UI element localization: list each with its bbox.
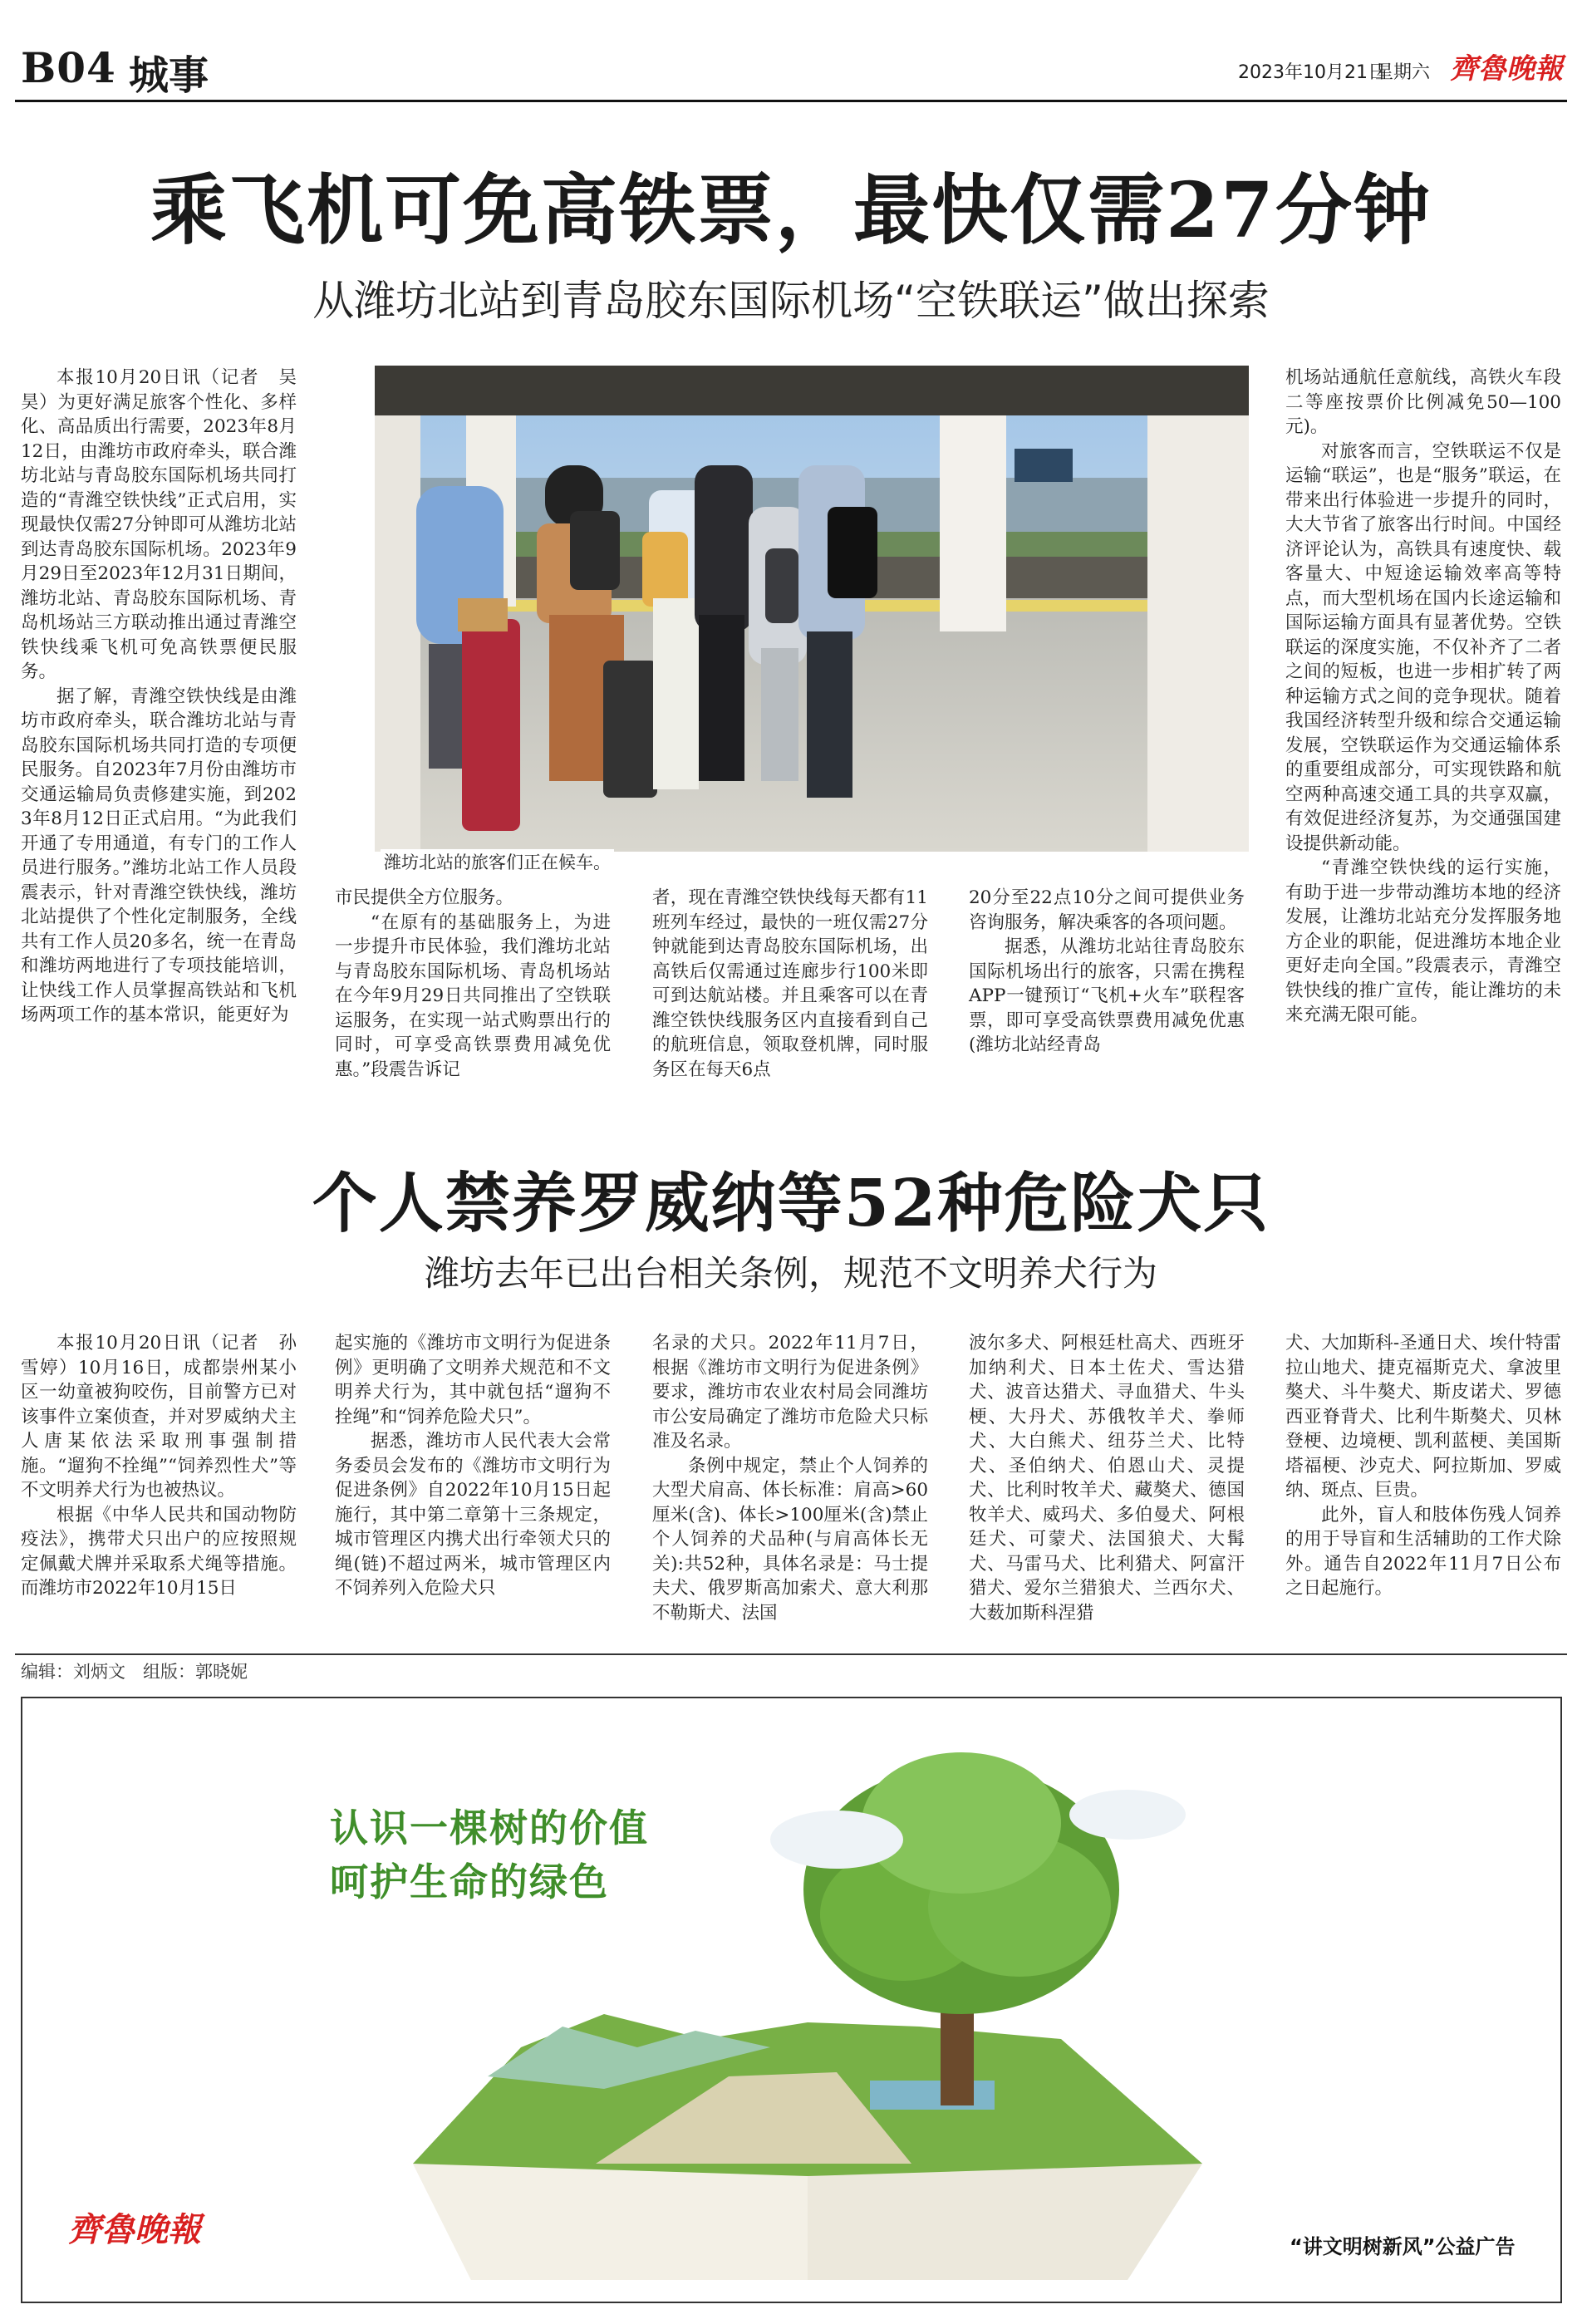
paragraph: 波尔多犬、阿根廷杜高犬、西班牙加纳利犬、日本土佐犬、雪达猎犬、波音达猎犬、寻血猎犬、牛头梗、大丹犬、苏俄牧羊犬、拳师犬、大白熊犬、纽芬兰犬、比特犬、圣伯纳犬、伯恩山犬、灵提犬、比利时牧羊犬、藏獒犬、德国牧羊犬、威玛犬、多伯曼犬、阿根廷犬、可蒙犬、法国狼犬、大髯犬、马雷马犬、比利猎犬、阿富汗猎犬、爱尔兰猎狼犬、兰西尔犬、大薮加斯科涅猎	[969, 1333, 1245, 1624]
header-rule	[15, 100, 1567, 102]
issue-date: 2023年10月21日	[1238, 62, 1386, 83]
paragraph: 条例中规定，禁止个人饲养的大型犬肩高、体长标准：肩高>60厘米(含)、体长>100厘米(含)禁止个人饲养的犬品种(与肩高体长无关):共52种，具体名录是：马士提夫犬、俄罗斯高加索犬、意大利那不勒斯犬、法国	[652, 1455, 928, 1624]
story2-headline: 个人禁养罗威纳等52种危险犬只	[312, 1166, 1270, 1241]
paragraph: 名录的犬只。2022年11月7日，根据《潍坊市文明行为促进条例》要求，潍坊市农业农村局会同潍坊市公安局确定了潍坊市危险犬只标准及名录。	[652, 1333, 928, 1452]
paragraph: 者，现在青潍空铁快线每天都有11班列车经过，最快的一班仅需27分钟就能到达青岛胶东国际机场，出高铁后仅需通过连廊步行100米即可到达航站楼。并且乘客可以在青潍空铁快线服务区内直接看到自己的航班信息，领取登机牌，同时服务区在每天6点	[652, 887, 928, 1080]
paragraph: 根据《中华人民共和国动物防疫法》，携带犬只出户的应按照规定佩戴犬牌并采取系犬绳等措施。而潍坊市2022年10月15日	[21, 1504, 297, 1599]
ad-campaign-note: “讲文明树新风”公益广告	[1290, 2235, 1516, 2258]
story2-subheadline: 潍坊去年已出台相关条例，规范不文明养犬行为	[424, 1253, 1157, 1294]
page-number: B04	[21, 43, 116, 92]
platform-photo	[375, 366, 1249, 852]
story1-column-5	[1285, 366, 1561, 1028]
story1-column-1	[21, 366, 297, 1028]
story2-column-1	[21, 1331, 297, 1601]
travelers-waiting-image	[375, 366, 1249, 852]
story1-column-2	[335, 886, 611, 1082]
paragraph: “青潍空铁快线的运行实施，有助于进一步带动潍坊本地的经济发展，让潍坊北站充分发挥服务地方企业的职能，促进潍坊本地企业更好走向全国。”段震表示，青潍空铁快线的推广宣传，能让潍坊的未来充满无限可能。	[1285, 857, 1561, 1025]
masthead-logo: 齊魯晚報	[1450, 52, 1563, 86]
story2-column-4	[969, 1331, 1245, 1625]
open-book-tree-illustration	[22, 1698, 1562, 2303]
paragraph: 20分至22点10分之间可提供业务咨询服务，解决乘客的各项问题。	[969, 887, 1245, 933]
story1-subheadline: 从潍坊北站到青岛胶东国际机场“空铁联运”做出探索	[312, 277, 1270, 325]
paragraph: 据悉，从潍坊北站往青岛胶东国际机场出行的旅客，只需在携程APP一键预订“飞机+火车”联程客票，即可享受高铁票费用减免优惠(潍坊北站经青岛	[969, 936, 1245, 1055]
story1-column-3	[652, 886, 928, 1082]
editor-rule	[15, 1653, 1567, 1655]
ad-brand-logo: 齊魯晚報	[68, 2210, 201, 2249]
paragraph: 据了解，青潍空铁快线是由潍坊市政府牵头，联合潍坊北站与青岛胶东国际机场共同打造的专项便民服务。自2023年7月份由潍坊市交通运输局负责修建实施，到2023年8月12日正式启用。“为此我们开通了专用通道，有专门的工作人员进行服务。”潍坊北站工作人员段震表示，针对青潍空铁快线，潍坊北站提供了个性化定制服务，全线共有工作人员20多名，统一在青岛和潍坊两地进行了专项技能培训，让快线工作人员掌握高铁站和飞机场两项工作的基本常识，能更好为	[21, 685, 297, 1025]
ad-slogan-line-1: 认识一棵树的价值	[330, 1806, 649, 1850]
paragraph: 据悉，潍坊市人民代表大会常务委员会发布的《潍坊市文明行为促进条例》自2022年10月15日起施行，其中第二章第十三条规定，城市管理区内携犬出行牵领犬只的绳(链)不超过两米，城市管理区内不饲养列入危险犬只	[335, 1431, 611, 1599]
story1-headline: 乘飞机可免高铁票，最快仅需27分钟	[150, 165, 1432, 255]
story1-column-4	[969, 886, 1245, 1058]
section-title: 城事	[129, 52, 209, 99]
story2-column-5	[1285, 1331, 1561, 1601]
story2-column-3	[652, 1331, 928, 1625]
story2-column-2	[335, 1331, 611, 1601]
paragraph: 起实施的《潍坊市文明行为促进条例》更明确了文明养犬规范和不文明养犬行为，其中就包括“遛狗不拴绳”和“饲养危险犬只”。	[335, 1333, 611, 1427]
paragraph: 对旅客而言，空铁联运不仅是运输“联运”，也是“服务”联运，在带来出行体验进一步提升的同时，大大节省了旅客出行时间。中国经济评论认为，高铁具有速度快、载客量大、中短途运输效率高等特点，而大型机场在国内长途运输和国际运输方面具有显著优势。空铁联运的深度实施，不仅补齐了二者之间的短板，也进一步相扩转了两种运输方式之间的竞争现状。随着我国经济转型升级和综合交通运输发展，空铁联运作为交通运输体系的重要组成部分，可实现铁路和航空两种高速交通工具的共享双赢，有效促进经济复苏，为交通强国建设提供新动能。	[1285, 440, 1561, 854]
editor-credits: 编辑：刘炳文 组版：郭晓妮	[21, 1662, 248, 1682]
public-service-ad	[21, 1697, 1562, 2303]
ad-slogan-line-2: 呵护生命的绿色	[330, 1860, 609, 1904]
paragraph: 此外，盲人和肢体伤残人饲养的用于导盲和生活辅助的工作犬除外。通告自2022年11月7日公布之日起施行。	[1285, 1504, 1561, 1599]
paragraph: “在原有的基础服务上，为进一步提升市民体验，我们潍坊北站与青岛胶东国际机场、青岛机场站在今年9月29日共同推出了空铁联运服务，在实现一站式购票出行的同时，可享受高铁票费用减免优惠。”段震告诉记	[335, 911, 611, 1080]
paragraph: 犬、大加斯科-圣通日犬、埃什特雷拉山地犬、捷克福斯克犬、拿波里獒犬、斗牛獒犬、斯皮诺犬、罗德西亚脊背犬、比利牛斯獒犬、贝林登梗、边境梗、凯利蓝梗、美国斯塔福梗、沙克犬、阿拉斯加、罗威纳、斑点、巨贵。	[1285, 1333, 1561, 1501]
photo-caption: 潍坊北站的旅客们正在候车。	[381, 849, 614, 874]
paragraph: 机场站通航任意航线，高铁火车段二等座按票价比例减免50—100元)。	[1285, 367, 1561, 437]
paragraph: 本报10月20日讯（记者 吴昊）为更好满足旅客个性化、多样化、高品质出行需要，2023年8月12日，由潍坊市政府牵头，联合潍坊北站与青岛胶东国际机场共同打造的“青潍空铁快线”正式启用，实现最快仅需27分钟即可从潍坊北站到达青岛胶东国际机场。2023年9月29日至2023年12月31日期间，潍坊北站、青岛胶东国际机场、青岛机场站三方联动推出通过青潍空铁快线乘飞机可免高铁票便民服务。	[21, 367, 297, 682]
paragraph: 本报10月20日讯（记者 孙雪婷）10月16日，成都崇州某小区一幼童被狗咬伤，目前警方已对该事件立案侦查，并对罗威纳犬主人唐某依法采取刑事强制措施。“遛狗不拴绳”“饲养烈性犬”等不文明养犬行为也被热议。	[21, 1333, 297, 1501]
issue-weekday: 星期六	[1375, 62, 1431, 83]
paragraph: 市民提供全方位服务。	[335, 887, 514, 908]
